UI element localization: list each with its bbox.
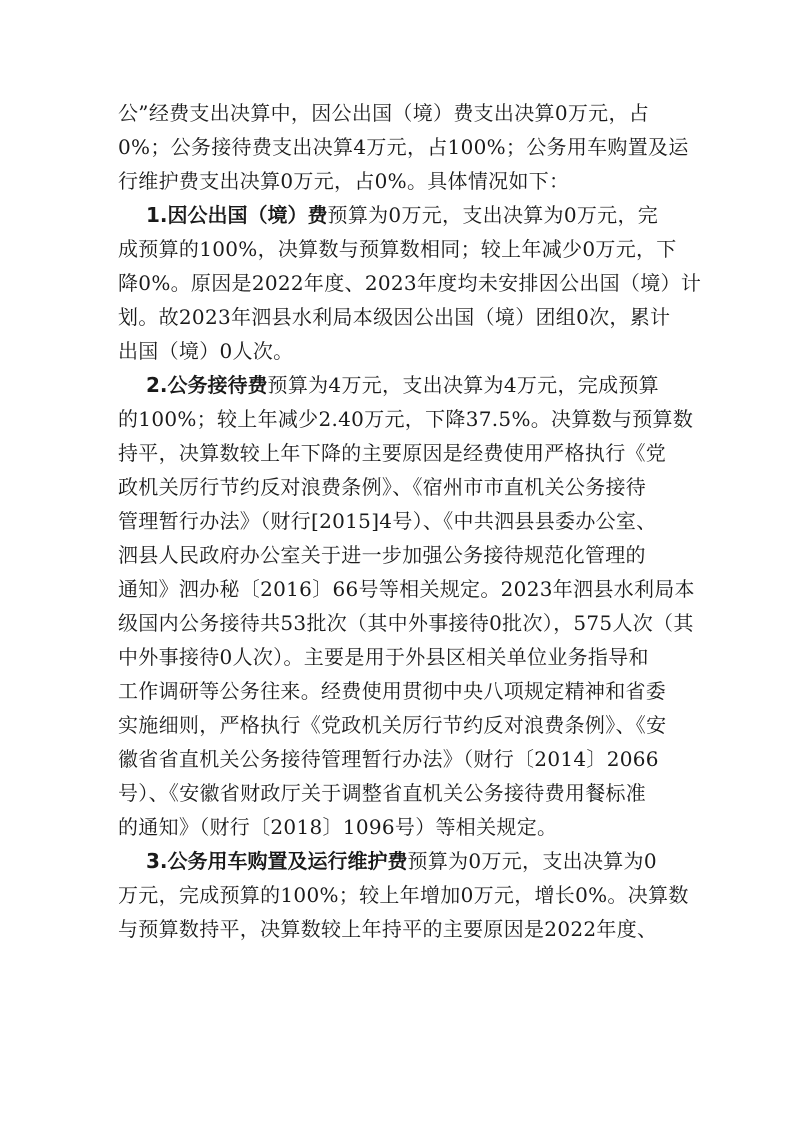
text-line xyxy=(118,368,684,402)
text-line: 的100%；较上年减少2.40万元，下降37.5%。决算数与预算数 xyxy=(118,407,694,431)
text-line: 与预算数持平，决算数较上年持平的主要原因是2022年度、 xyxy=(118,917,658,941)
text-line: 徽省省直机关公务接待管理暂行办法》（财行〔2014〕2066 xyxy=(118,747,659,771)
text-line: 号）、《安徽省财政厅关于调整省直机关公务接待费用餐标准 xyxy=(118,781,647,805)
paragraph-overseas-travel xyxy=(118,198,702,368)
text-line: 实施细则，严格执行《党政机关厉行节约反对浪费条例》、《安 xyxy=(118,713,667,737)
text-line: 万元，完成预算的100%；较上年增加0万元，增长0%。决算数 xyxy=(118,883,689,907)
text-line: 持平，决算数较上年下降的主要原因是经费使用严格执行《党 xyxy=(118,441,667,465)
text-line xyxy=(118,198,684,232)
text-line: 泗县人民政府办公室关于进一步加强公务接待规范化管理的 xyxy=(118,543,646,567)
section-heading: 1.因公出国（境）费 xyxy=(146,203,328,227)
text-line: 中外事接待0人次）。主要是用于外县区相关单位业务指导和 xyxy=(118,645,649,669)
text-line: 0%；公务接待费支出决算4万元，占100%；公务用车购置及运 xyxy=(118,135,689,159)
paragraph-official-reception xyxy=(118,368,695,844)
text-line: 公”经费支出决算中，因公出国（境）费支出决算0万元，占 xyxy=(118,101,650,125)
text-fragment: 预算为0万元，支出决算为0 xyxy=(407,849,657,873)
section-heading: 3.公务用车购置及运行维护费 xyxy=(146,849,408,873)
text-fragment: 预算为0万元，支出决算为0万元，完 xyxy=(327,203,659,227)
section-heading: 2.公务接待费 xyxy=(146,373,268,397)
text-line: 的通知》（财行〔2018〕1096号）等相关规定。 xyxy=(118,815,558,839)
text-line: 级国内公务接待共53批次（其中外事接待0批次），575人次（其 xyxy=(118,611,694,635)
text-line: 行维护费支出决算0万元，占0%。具体情况如下： xyxy=(118,169,570,193)
text-line: 工作调研等公务往来。经费使用贯彻中央八项规定精神和省委 xyxy=(118,679,667,703)
paragraph-summary xyxy=(118,96,689,198)
text-line: 政机关厉行节约反对浪费条例》、《宿州市市直机关公务接待 xyxy=(118,475,647,499)
text-line xyxy=(118,844,684,878)
text-line: 划。故2023年泗县水利局本级因公出国（境）团组0次，累计 xyxy=(118,305,671,329)
text-line: 出国（境）0人次。 xyxy=(118,339,294,363)
text-fragment: 预算为4万元，支出决算为4万元，完成预算 xyxy=(267,373,659,397)
paragraph-vehicle-costs xyxy=(118,844,689,946)
text-line: 成预算的100%，决算数与预算数相同；较上年减少0万元，下 xyxy=(118,237,677,261)
text-line: 降0%。原因是2022年度、2023年度均未安排因公出国（境）计 xyxy=(118,271,702,295)
text-line: 通知》泗办秘〔2016〕66号等相关规定。2023年泗县水利局本 xyxy=(118,577,695,601)
document-body xyxy=(118,96,702,946)
text-line: 管理暂行办法》（财行[2015]4号）、《中共泗县县委办公室、 xyxy=(118,509,657,533)
